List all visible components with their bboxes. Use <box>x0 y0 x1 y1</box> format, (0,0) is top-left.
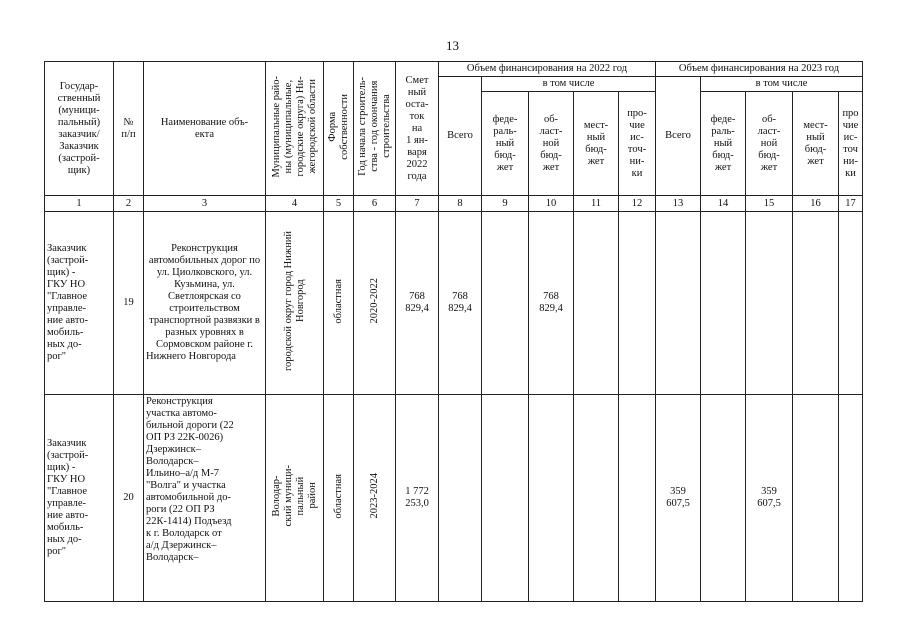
row-district-cell <box>266 212 324 395</box>
col-number: 9 <box>482 196 529 212</box>
row-regional-2022 <box>529 395 574 602</box>
col-number: 8 <box>439 196 482 212</box>
header-years: Год начала строитель- ства - год окончания строительства <box>356 77 392 176</box>
header-total-2023: Всего <box>656 77 701 196</box>
row-district-cell <box>266 395 324 602</box>
row-object-name: Реконструкция участка автомо- бильной дороги (22 ОП РЗ 22К-0026) Дзержинск– Володарск– Ильино–а/д М-7 "Волга" и участка автомобильной до- роги (22 ОП РЗ 22К-1414) Подъезд к г. Володарск от а/д Дзержинск– Володарск– <box>144 395 266 602</box>
row-federal-2022 <box>482 395 529 602</box>
col-number: 4 <box>266 196 324 212</box>
col-number: 5 <box>324 196 354 212</box>
header-incl-2023: в том числе <box>701 77 863 92</box>
header-estimate: Смет ный оста- ток на 1 ян- варя 2022 года <box>396 62 439 196</box>
table-row <box>45 212 863 395</box>
col-number: 7 <box>396 196 439 212</box>
col-number: 2 <box>114 196 144 212</box>
col-number: 11 <box>574 196 619 212</box>
row-regional-2023 <box>746 212 793 395</box>
row-years-cell <box>354 395 396 602</box>
row-local-2023 <box>793 212 839 395</box>
row-total-2023 <box>656 212 701 395</box>
header-total-2022: Всего <box>439 77 482 196</box>
header-other-2022: про- чие ис- точ- ни- ки <box>619 92 656 196</box>
row-ownership-cell <box>324 212 354 395</box>
header-ownership: Форма собственности <box>326 93 350 160</box>
col-number: 14 <box>701 196 746 212</box>
col-number: 15 <box>746 196 793 212</box>
row-district: Володар- ский муници- пальный район <box>270 465 318 527</box>
row-years: 2023-2024 <box>368 473 380 519</box>
row-total-2022 <box>439 395 482 602</box>
header-district: Муниципальные райо- ны (муниципальные, городские округа) Ни- жегородской области <box>270 75 318 178</box>
row-district: городской округ город Нижний Новгород <box>282 231 306 371</box>
row-ownership-cell <box>324 395 354 602</box>
row-regional-2022: 768 829,4 <box>529 212 574 395</box>
column-numbers-row <box>45 196 863 212</box>
row-federal-2022 <box>482 212 529 395</box>
row-local-2022 <box>574 212 619 395</box>
col-number: 6 <box>354 196 396 212</box>
col-number: 12 <box>619 196 656 212</box>
col-number: 3 <box>144 196 266 212</box>
row-estimate: 768 829,4 <box>396 212 439 395</box>
col-number: 17 <box>839 196 863 212</box>
row-federal-2023 <box>701 395 746 602</box>
header-federal-2022: феде- раль- ный бюд- жет <box>482 92 529 196</box>
row-ownership: областная <box>332 278 344 324</box>
header-object-name: Наименование объ- екта <box>144 62 266 196</box>
table-row <box>45 395 863 602</box>
row-number: 20 <box>114 395 144 602</box>
header-local-2022: мест- ный бюд- жет <box>574 92 619 196</box>
header-other-2023: про чие ис- точ ни- ки <box>839 92 863 196</box>
header-regional-2023: об- ласт- ной бюд- жет <box>746 92 793 196</box>
header-fin-2022: Объем финансирования на 2022 год <box>439 62 656 77</box>
header-federal-2023: феде- раль- ный бюд- жет <box>701 92 746 196</box>
row-years: 2020-2022 <box>368 278 380 324</box>
row-years-cell <box>354 212 396 395</box>
header-regional-2022: об- ласт- ной бюд- жет <box>529 92 574 196</box>
header-years-cell <box>354 62 396 196</box>
col-number: 13 <box>656 196 701 212</box>
header-incl-2022: в том числе <box>482 77 656 92</box>
col-number: 16 <box>793 196 839 212</box>
row-estimate: 1 772 253,0 <box>396 395 439 602</box>
header-local-2023: мест- ный бюд- жет <box>793 92 839 196</box>
header-district-cell <box>266 62 324 196</box>
row-other-2023 <box>839 395 863 602</box>
row-regional-2023: 359 607,5 <box>746 395 793 602</box>
header-fin-2023: Объем финансирования на 2023 год <box>656 62 863 77</box>
col-number: 1 <box>45 196 114 212</box>
row-customer: Заказчик (застрой- щик) - ГКУ НО "Главное управле- ние авто- мобиль- ных до- рог" <box>45 395 114 602</box>
row-local-2022 <box>574 395 619 602</box>
row-local-2023 <box>793 395 839 602</box>
row-other-2022 <box>619 395 656 602</box>
header-number: № п/п <box>114 62 144 196</box>
row-customer: Заказчик (застрой- щик) - ГКУ НО "Главное управле- ние авто- мобиль- ных до- рог" <box>45 212 114 395</box>
row-ownership: областная <box>332 473 344 519</box>
row-other-2023 <box>839 212 863 395</box>
row-other-2022 <box>619 212 656 395</box>
row-object-name: Реконструкция автомобильных дорог по ул. Циолковского, ул. Кузьмина, ул. Светлоярская со строительством транспортной развязки в разных уровнях в Сормовском районе г. Нижнего Новгорода <box>144 212 266 395</box>
row-total-2022: 768 829,4 <box>439 212 482 395</box>
header-customer: Государ- ственный (муници- пальный) заказчик/ Заказчик (застрой- щик) <box>45 62 114 196</box>
row-total-2023: 359 607,5 <box>656 395 701 602</box>
page-number: 13 <box>446 38 459 53</box>
header-ownership-cell <box>324 62 354 196</box>
row-number: 19 <box>114 212 144 395</box>
col-number: 10 <box>529 196 574 212</box>
financing-table <box>44 61 863 602</box>
row-federal-2023 <box>701 212 746 395</box>
